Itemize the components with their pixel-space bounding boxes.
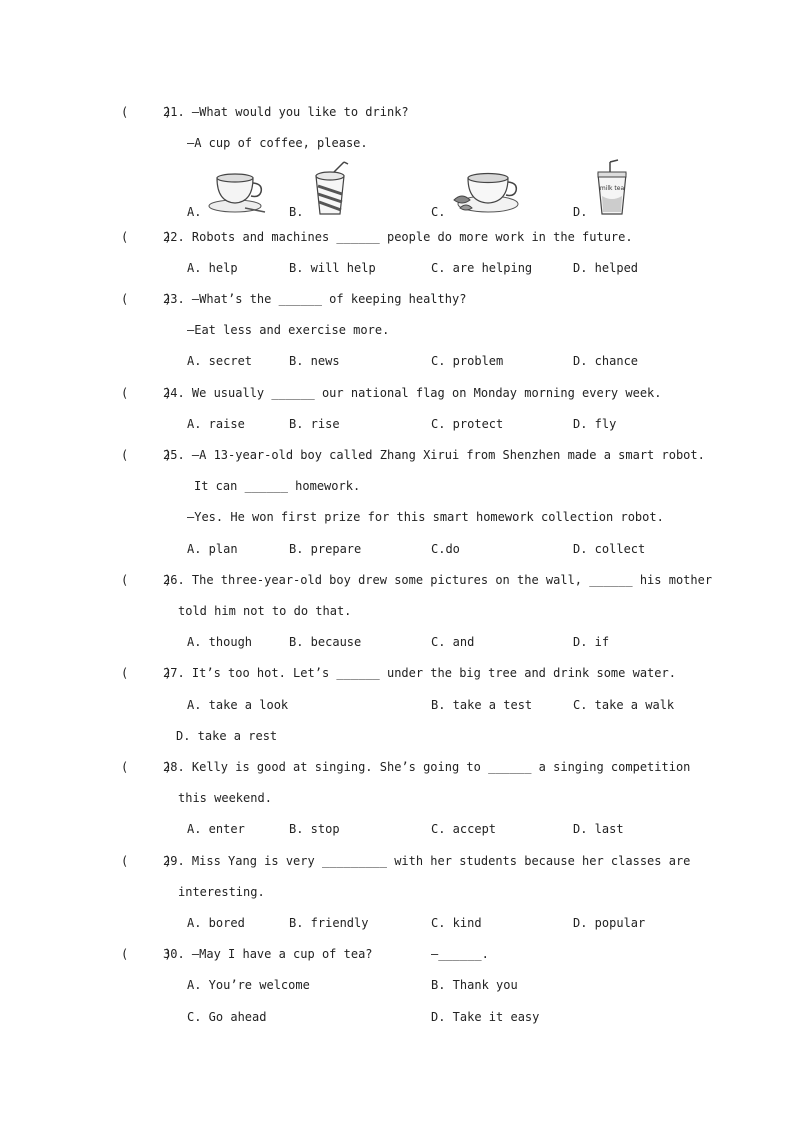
option-22-c[interactable]: C. are helping: [431, 261, 533, 275]
question-27-stem: 27. It’s too hot. Let’s ______ under the big tree and drink some water.: [163, 666, 676, 680]
option-29-c[interactable]: C. kind: [431, 916, 482, 930]
option-30-d[interactable]: D. Take it easy: [431, 1010, 540, 1024]
question-24-stem: 24. We usually ______ our national flag on Monday morning every week.: [163, 386, 662, 400]
question-25-stem-cont: It can ______ homework.: [194, 479, 361, 493]
option-28-b[interactable]: B. stop: [289, 822, 340, 836]
answer-blank-29[interactable]: ( ): [121, 854, 172, 868]
option-27-d[interactable]: D. take a rest: [176, 729, 278, 743]
option-26-b[interactable]: B. because: [289, 635, 362, 649]
option-23-d[interactable]: D. chance: [573, 354, 639, 368]
option-24-c[interactable]: C. protect: [431, 417, 504, 431]
option-25-b[interactable]: B. prepare: [289, 542, 362, 556]
question-29-stem-cont: interesting.: [178, 885, 265, 899]
question-26-stem-cont: told him not to do that.: [178, 604, 352, 618]
option-25-a[interactable]: A. plan: [187, 542, 238, 556]
question-23-reply: —Eat less and exercise more.: [187, 323, 390, 337]
question-26-stem: 26. The three-year-old boy drew some pictures on the wall, ______ his mother: [163, 573, 713, 587]
question-22-stem: 22. Robots and machines ______ people do more work in the future.: [163, 230, 633, 244]
answer-blank-25[interactable]: ( ): [121, 448, 172, 462]
option-23-a[interactable]: A. secret: [187, 354, 253, 368]
option-28-d[interactable]: D. last: [573, 822, 624, 836]
option-30-a[interactable]: A. You’re welcome: [187, 978, 310, 992]
option-24-d[interactable]: D. fly: [573, 417, 617, 431]
option-21-a[interactable]: A.: [187, 205, 202, 219]
option-30-b[interactable]: B. Thank you: [431, 978, 518, 992]
option-29-a[interactable]: A. bored: [187, 916, 245, 930]
option-21-b[interactable]: B.: [289, 205, 304, 219]
option-29-d[interactable]: D. popular: [573, 916, 646, 930]
option-24-a[interactable]: A. raise: [187, 417, 245, 431]
question-30-stem: 30. —May I have a cup of tea?: [163, 947, 373, 961]
option-29-b[interactable]: B. friendly: [289, 916, 369, 930]
answer-blank-23[interactable]: ( ): [121, 292, 172, 306]
striped-drink-cup-icon: [310, 160, 350, 216]
question-30-reply: —______.: [431, 947, 489, 961]
option-22-a[interactable]: A. help: [187, 261, 238, 275]
option-26-d[interactable]: D. if: [573, 635, 610, 649]
option-27-c[interactable]: C. take a walk: [573, 698, 675, 712]
question-29-stem: 29. Miss Yang is very _________ with her students because her classes are: [163, 854, 691, 868]
option-25-d[interactable]: D. collect: [573, 542, 646, 556]
answer-blank-26[interactable]: ( ): [121, 573, 172, 587]
milk-tea-cup-icon: [594, 158, 630, 218]
coffee-cup-icon: [450, 166, 522, 216]
option-25-c[interactable]: C.do: [431, 542, 460, 556]
question-21-stem: 21. —What would you like to drink?: [163, 105, 409, 119]
option-28-a[interactable]: A. enter: [187, 822, 245, 836]
question-28-stem-cont: this weekend.: [178, 791, 272, 805]
answer-blank-24[interactable]: ( ): [121, 386, 172, 400]
answer-blank-28[interactable]: ( ): [121, 760, 172, 774]
answer-blank-30[interactable]: ( ): [121, 947, 172, 961]
option-22-b[interactable]: B. will help: [289, 261, 376, 275]
option-27-b[interactable]: B. take a test: [431, 698, 533, 712]
milk-tea-label: milk tea: [599, 185, 625, 192]
option-26-a[interactable]: A. though: [187, 635, 253, 649]
question-21-reply: —A cup of coffee, please.: [187, 136, 368, 150]
option-24-b[interactable]: B. rise: [289, 417, 340, 431]
option-23-b[interactable]: B. news: [289, 354, 340, 368]
answer-blank-21[interactable]: ( ): [121, 105, 172, 119]
question-25-reply: —Yes. He won first prize for this smart homework collection robot.: [187, 510, 664, 524]
option-21-d[interactable]: D.: [573, 205, 588, 219]
question-23-stem: 23. —What’s the ______ of keeping healthy?: [163, 292, 467, 306]
option-26-c[interactable]: C. and: [431, 635, 475, 649]
option-22-d[interactable]: D. helped: [573, 261, 639, 275]
question-25-stem: 25. —A 13-year-old boy called Zhang Xirui from Shenzhen made a smart robot.: [163, 448, 705, 462]
option-21-c[interactable]: C.: [431, 205, 446, 219]
answer-blank-27[interactable]: ( ): [121, 666, 172, 680]
question-28-stem: 28. Kelly is good at singing. She’s going to ______ a singing competition: [163, 760, 691, 774]
option-27-a[interactable]: A. take a look: [187, 698, 289, 712]
option-28-c[interactable]: C. accept: [431, 822, 497, 836]
answer-blank-22[interactable]: ( ): [121, 230, 172, 244]
teacup-icon: [205, 168, 267, 214]
option-30-c[interactable]: C. Go ahead: [187, 1010, 267, 1024]
option-23-c[interactable]: C. problem: [431, 354, 504, 368]
